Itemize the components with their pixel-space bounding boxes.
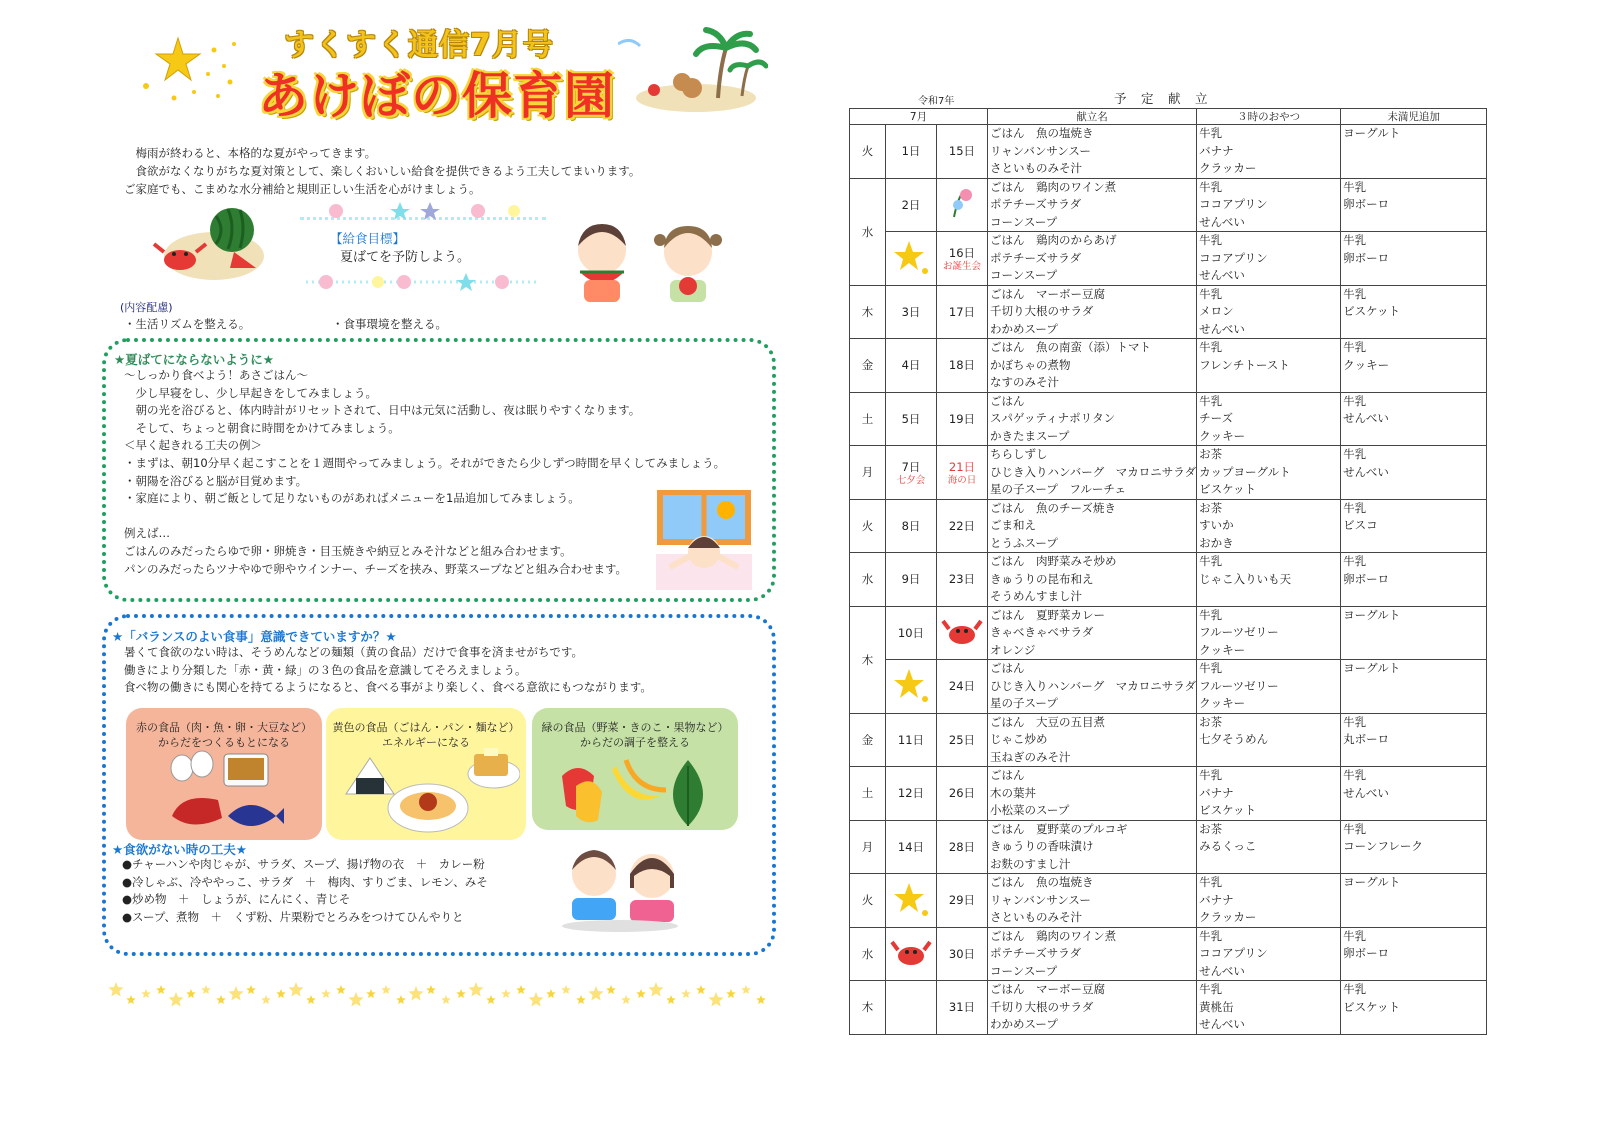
crab-icon xyxy=(889,932,933,972)
star-icon xyxy=(366,989,376,998)
date-cell xyxy=(886,981,937,1035)
menu-row xyxy=(850,232,1487,286)
snack-items-cell: 牛乳 ココアプリン せんべい xyxy=(1197,232,1341,286)
menu-title: 予 定 献 立 xyxy=(1114,91,1209,106)
children-watermelon-illustration xyxy=(570,222,740,304)
day-of-week-cell: 木 xyxy=(850,981,886,1035)
shells-decoration-bottom xyxy=(306,270,538,294)
crab-watermelon-icon xyxy=(148,204,268,284)
star-icon xyxy=(321,989,331,998)
star-icon xyxy=(156,985,166,994)
menu-row xyxy=(850,874,1487,928)
date-cell: 15日 xyxy=(937,125,988,179)
month-header: 7月 xyxy=(850,109,988,125)
menu-row xyxy=(850,285,1487,339)
stars-decoration xyxy=(134,30,244,110)
star-icon xyxy=(456,989,466,998)
date-cell: 26日 xyxy=(937,767,988,821)
box1-line: ・朝陽を浴びると脳が目覚めます。 xyxy=(124,473,308,488)
child-waking-window-illustration xyxy=(656,490,752,590)
star-icon xyxy=(486,995,496,1004)
extra-items-cell: 牛乳 せんべい xyxy=(1341,767,1487,821)
snack-items-cell: 牛乳 黄桃缶 せんべい xyxy=(1197,981,1341,1035)
vegetable-fruit-icon xyxy=(552,746,722,828)
egg-meat-fish-icon xyxy=(168,746,284,836)
box1-line: パンのみだったらツナやゆで卵やウインナー、チーズを挟み、野菜スープなどと組み合わせます。 xyxy=(124,561,628,576)
date-cell: 28日 xyxy=(937,820,988,874)
content-note-label: (内容配慮) xyxy=(120,301,173,314)
date-cell xyxy=(937,606,988,660)
menu-row xyxy=(850,927,1487,981)
box1-line: そして、ちょっと朝食に時間をかけてみましょう。 xyxy=(124,420,400,435)
extra-items-cell: 牛乳 ビスケット xyxy=(1341,981,1487,1035)
box2-line: 働きにより分類した「赤・黄・緑」の３色の食品を意識してそろえましょう。 xyxy=(124,662,527,677)
food-group-desc: からだの調子を整える xyxy=(580,736,690,749)
date-cell: 29日 xyxy=(937,874,988,928)
summer-fatigue-title: ★夏ばてにならないように★ xyxy=(114,352,274,367)
box1-line: ・家庭により、朝ご飯として足りないものがあればメニューを1品追加してみましょう。 xyxy=(124,491,580,506)
extra-items-cell: 牛乳 クッキー xyxy=(1341,339,1487,393)
menu-items-cell: ごはん 鶏肉のからあげ ポテチーズサラダ コーンスープ xyxy=(988,232,1197,286)
day-of-week-cell: 木 xyxy=(850,606,886,713)
star-icon xyxy=(516,985,526,994)
menu-row xyxy=(850,767,1487,821)
date-cell xyxy=(886,660,937,714)
menu-row xyxy=(850,125,1487,179)
date-cell: 18日 xyxy=(937,339,988,393)
extra-items-cell: 牛乳 丸ボーロ xyxy=(1341,713,1487,767)
star-icon xyxy=(168,992,183,1007)
menu-items-cell: ごはん ひじき入りハンバーグ マカロニサラダ 星の子スープ xyxy=(988,660,1197,714)
day-of-week-cell: 木 xyxy=(850,285,886,339)
snack-items-cell: お茶 みるくっこ xyxy=(1197,820,1341,874)
day-of-week-cell: 火 xyxy=(850,499,886,553)
star-icon xyxy=(636,989,646,998)
menu-items-cell: ごはん 肉野菜みそ炒め きゅうりの昆布和え そうめんすまし汁 xyxy=(988,553,1197,607)
star-icon xyxy=(756,995,766,1004)
snack-items-cell: お茶 すいか おかき xyxy=(1197,499,1341,553)
box1-line: ～しっかり食べよう！あさごはん～ xyxy=(124,368,308,382)
snack-items-cell: お茶 七夕そうめん xyxy=(1197,713,1341,767)
extra-items-cell: 牛乳 せんべい xyxy=(1341,392,1487,446)
extra-items-cell: ヨーグルト xyxy=(1341,874,1487,928)
star-icon xyxy=(108,982,123,997)
day-of-week-cell: 土 xyxy=(850,392,886,446)
extra-items-cell: ヨーグルト xyxy=(1341,125,1487,179)
menu-items-cell: ごはん 木の葉丼 小松菜のスープ xyxy=(988,767,1197,821)
extra-items-cell: 牛乳 卵ボーロ xyxy=(1341,553,1487,607)
balanced-meal-title: ★「バランスのよい食事」意識できていますか？★ xyxy=(112,629,397,644)
box1-line: 例えば… xyxy=(124,526,170,541)
star-icon xyxy=(528,992,543,1007)
menu-name-header: 献立名 xyxy=(988,109,1197,125)
day-of-week-cell: 金 xyxy=(850,339,886,393)
menu-row xyxy=(850,446,1487,500)
era-year: 令和7年 xyxy=(918,96,955,107)
date-cell xyxy=(886,232,937,286)
snack-items-cell: 牛乳 バナナ クラッカー xyxy=(1197,125,1341,179)
menu-items-cell: ごはん 魚の塩焼き リャンバンサンスー さといものみそ汁 xyxy=(988,125,1197,179)
event-label: お誕生会 xyxy=(942,260,981,272)
box1-line xyxy=(124,508,725,526)
day-of-week-cell: 月 xyxy=(850,820,886,874)
appetite-tip: ●チャーハンや肉じゃが、サラダ、スープ、揚げ物の衣 ＋ カレー粉 xyxy=(122,857,485,871)
goal-text: 夏ばてを予防しよう。 xyxy=(340,250,471,265)
menu-items-cell: ごはん スパゲッティナポリタン かきたまスープ xyxy=(988,392,1197,446)
star-icon xyxy=(348,992,363,1007)
appetite-tip: ●スープ、煮物 ＋ くず粉、片栗粉でとろみをつけてひんやりと xyxy=(122,909,464,924)
extra-items-cell: 牛乳 せんべい xyxy=(1341,446,1487,500)
star-icon xyxy=(621,995,631,1004)
snack-items-cell: 牛乳 ココアプリン せんべい xyxy=(1197,927,1341,981)
extra-items-cell: 牛乳 ビスケット xyxy=(1341,285,1487,339)
star-icon xyxy=(261,995,271,1004)
food-group-label: 緑の食品（野菜・きのこ・果物など） xyxy=(541,721,729,734)
box2-line: 暑くて食欲のない時は、そうめんなどの麺類（黄の食品）だけで食事を済ませがちです。 xyxy=(124,645,583,659)
date-cell: 22日 xyxy=(937,499,988,553)
day-of-week-cell: 水 xyxy=(850,927,886,981)
star-icon xyxy=(696,985,706,994)
date-cell: 2日 xyxy=(886,178,937,232)
star-icon xyxy=(228,986,243,1001)
date-cell: 30日 xyxy=(937,927,988,981)
star-icon xyxy=(408,986,423,1001)
date-cell xyxy=(886,874,937,928)
day-of-week-cell: 水 xyxy=(850,178,886,285)
date-cell: 16日 お誕生会 xyxy=(937,232,988,286)
date-cell: 19日 xyxy=(937,392,988,446)
menu-row xyxy=(850,499,1487,553)
intro-line: ご家庭でも、こまめな水分補給と規則正しい生活を心がけましょう。 xyxy=(124,182,481,196)
date-cell xyxy=(886,927,937,981)
intro-line: 梅雨が終わると、本格的な夏がやってきます。 xyxy=(124,146,377,160)
date-cell: 31日 xyxy=(937,981,988,1035)
event-label: 海の日 xyxy=(947,474,977,486)
snack-items-cell: 牛乳 フレンチトースト xyxy=(1197,339,1341,393)
star-icon xyxy=(588,986,603,1001)
snack-items-cell: 牛乳 じゃこ入りいも天 xyxy=(1197,553,1341,607)
menu-items-cell: ごはん 大豆の五目煮 じゃこ炒め 玉ねぎのみそ汁 xyxy=(988,713,1197,767)
extra-items-cell: ヨーグルト xyxy=(1341,660,1487,714)
star-icon xyxy=(216,995,226,1004)
star-icon xyxy=(396,995,406,1004)
rice-bread-noodle-icon xyxy=(340,744,520,838)
menu-row xyxy=(850,981,1487,1035)
date-cell: 9日 xyxy=(886,553,937,607)
star-icon xyxy=(246,985,256,994)
children-eating-illustration xyxy=(558,848,686,934)
star-icon xyxy=(501,989,511,998)
date-cell: 4日 xyxy=(886,339,937,393)
menu-row xyxy=(850,660,1487,714)
day-of-week-cell: 月 xyxy=(850,446,886,500)
box1-line: ＜早く起きれる工夫の例＞ xyxy=(124,438,262,453)
day-of-week-cell: 火 xyxy=(850,125,886,179)
content-note-item: ・食事環境を整える。 xyxy=(332,317,447,331)
extra-header: 未満児追加 xyxy=(1341,109,1487,125)
extra-items-cell: 牛乳 卵ボーロ xyxy=(1341,232,1487,286)
intro-line: 食欲がなくなりがちな夏対策として、楽しくおいしい給食を提供できるよう工夫してまいります。 xyxy=(124,164,641,178)
box1-line: 少し早寝をし、少し早起きをしてみましょう。 xyxy=(124,385,377,400)
date-cell: 23日 xyxy=(937,553,988,607)
star-icon xyxy=(126,995,136,1004)
menu-items-cell: ごはん 夏野菜のプルコギ きゅうりの香味漬け お麩のすまし汁 xyxy=(988,820,1197,874)
date-cell: 5日 xyxy=(886,392,937,446)
newsletter-issue-title: すくすく通信7月号 xyxy=(284,28,554,63)
star-icon xyxy=(441,995,451,1004)
menu-table xyxy=(849,108,1487,1035)
star-icon xyxy=(606,985,616,994)
nursery-name-title: あけぼの保育園 xyxy=(258,67,615,125)
food-group-label: 黄色の食品（ごはん・パン・麺など） xyxy=(332,721,520,734)
menu-row xyxy=(850,606,1487,660)
menu-row xyxy=(850,820,1487,874)
menu-row xyxy=(850,713,1487,767)
menu-items-cell: ごはん 夏野菜カレー きゃべきゃべサラダ オレンジ xyxy=(988,606,1197,660)
snack-items-cell: お茶 カップヨーグルト ビスケット xyxy=(1197,446,1341,500)
star-icon xyxy=(889,665,933,705)
red-food-group-card xyxy=(126,708,322,840)
day-of-week-cell: 水 xyxy=(850,553,886,607)
star-icon xyxy=(666,995,676,1004)
goal-label: 【給食目標】 xyxy=(330,231,406,246)
date-cell: 1日 xyxy=(886,125,937,179)
star-icon xyxy=(546,989,556,998)
star-icon xyxy=(306,995,316,1004)
menu-items-cell: ごはん マーボー豆腐 千切り大根のサラダ わかめスープ xyxy=(988,285,1197,339)
date-cell xyxy=(937,178,988,232)
content-note-item: ・生活リズムを整える。 xyxy=(124,317,251,331)
star-icon xyxy=(186,989,196,998)
menu-items-cell: ごはん マーボー豆腐 千切り大根のサラダ わかめスープ xyxy=(988,981,1197,1035)
box1-line: ごはんのみだったらゆで卵・卵焼き・目玉焼きや納豆とみそ汁などと組み合わせます。 xyxy=(124,543,572,558)
appetite-tip: ●冷しゃぶ、冷ややっこ、サラダ ＋ 梅肉、すりごま、レモン、みそ xyxy=(122,874,488,889)
appetite-tip: ●炒め物 ＋ しょうが、にんにく、青じそ xyxy=(122,892,351,907)
snack-items-cell: 牛乳 チーズ クッキー xyxy=(1197,392,1341,446)
star-icon xyxy=(726,989,736,998)
snack-items-cell: 牛乳 ココアプリン せんべい xyxy=(1197,178,1341,232)
day-of-week-cell: 火 xyxy=(850,874,886,928)
crab-icon xyxy=(940,611,984,651)
menu-row xyxy=(850,392,1487,446)
date-cell: 21日 海の日 xyxy=(937,446,988,500)
date-cell: 7日 七夕会 xyxy=(886,446,937,500)
flower-icon xyxy=(940,183,984,223)
menu-items-cell: ごはん 魚の塩焼き リャンバンサンスー さといものみそ汁 xyxy=(988,874,1197,928)
box2-line: 食べ物の働きにも関心を持てるようになると、食べる事がより楽しく、食べる意欲にもつながります。 xyxy=(124,680,652,695)
menu-items-cell: ごはん 鶏肉のワイン煮 ポテチーズサラダ コーンスープ xyxy=(988,178,1197,232)
menu-row xyxy=(850,339,1487,393)
stars-border-decoration xyxy=(108,980,776,1010)
date-cell: 24日 xyxy=(937,660,988,714)
extra-items-cell: ヨーグルト xyxy=(1341,606,1487,660)
green-food-group-card xyxy=(532,708,738,830)
star-icon xyxy=(288,982,303,997)
star-icon xyxy=(889,879,933,919)
menu-row xyxy=(850,178,1487,232)
date-cell: 25日 xyxy=(937,713,988,767)
food-group-desc: からだをつくるもとになる xyxy=(158,736,290,749)
snack-items-cell: 牛乳 バナナ クラッカー xyxy=(1197,874,1341,928)
snack-items-cell: 牛乳 フルーツゼリー クッキー xyxy=(1197,606,1341,660)
menu-row xyxy=(850,553,1487,607)
star-icon xyxy=(561,985,571,994)
extra-items-cell: 牛乳 卵ボーロ xyxy=(1341,927,1487,981)
extra-items-cell: 牛乳 ビスコ xyxy=(1341,499,1487,553)
star-icon xyxy=(576,995,586,1004)
menu-items-cell: ごはん 鶏肉のワイン煮 ポテチーズサラダ コーンスープ xyxy=(988,927,1197,981)
star-icon xyxy=(336,985,346,994)
star-icon xyxy=(741,985,751,994)
day-of-week-cell: 土 xyxy=(850,767,886,821)
star-icon xyxy=(889,237,933,277)
snack-items-cell: 牛乳 フルーツゼリー クッキー xyxy=(1197,660,1341,714)
date-cell: 3日 xyxy=(886,285,937,339)
star-icon xyxy=(381,985,391,994)
extra-items-cell: 牛乳 卵ボーロ xyxy=(1341,178,1487,232)
food-group-desc: エネルギーになる xyxy=(382,736,470,749)
star-icon xyxy=(681,989,691,998)
star-icon xyxy=(426,985,436,994)
star-icon xyxy=(201,985,211,994)
date-cell: 10日 xyxy=(886,606,937,660)
box1-line: ・まずは、朝10分早く起こすことを１週間やってみましょう。それができたら少しずつ時間を早くしてみましょう。 xyxy=(124,455,726,470)
snack-items-cell: 牛乳 バナナ ビスケット xyxy=(1197,767,1341,821)
date-cell: 11日 xyxy=(886,713,937,767)
date-cell: 17日 xyxy=(937,285,988,339)
star-icon xyxy=(648,982,663,997)
shell-star-icon xyxy=(300,198,546,224)
box1-line: 朝の光を浴びると、体内時計がリセットされて、日中は元気に活動し、夜は眠りやすくなります。 xyxy=(124,403,641,418)
event-label: 七夕会 xyxy=(896,474,926,486)
menu-items-cell: ごはん 魚の南蛮（添）トマト かぼちゃの煮物 なすのみそ汁 xyxy=(988,339,1197,393)
menu-items-cell: ごはん 魚のチーズ焼き ごま和え とうふスープ xyxy=(988,499,1197,553)
beach-palm-tree-icon xyxy=(618,26,768,114)
star-icon xyxy=(708,992,723,1007)
day-of-week-cell: 金 xyxy=(850,713,886,767)
star-icon xyxy=(468,982,483,997)
extra-items-cell: 牛乳 コーンフレーク xyxy=(1341,820,1487,874)
date-cell: 12日 xyxy=(886,767,937,821)
snack-header: ３時のおやつ xyxy=(1197,109,1341,125)
appetite-tips-title: ★食欲がない時の工夫★ xyxy=(112,842,247,857)
star-icon xyxy=(276,989,286,998)
snack-items-cell: 牛乳 メロン せんべい xyxy=(1197,285,1341,339)
food-group-label: 赤の食品（肉・魚・卵・大豆など） xyxy=(136,721,312,734)
date-cell: 14日 xyxy=(886,820,937,874)
menu-items-cell: ちらしずし ひじき入りハンバーグ マカロニサラダ 星の子スープ フルーチェ xyxy=(988,446,1197,500)
yellow-food-group-card xyxy=(326,708,526,840)
date-cell: 8日 xyxy=(886,499,937,553)
star-icon xyxy=(141,989,151,998)
